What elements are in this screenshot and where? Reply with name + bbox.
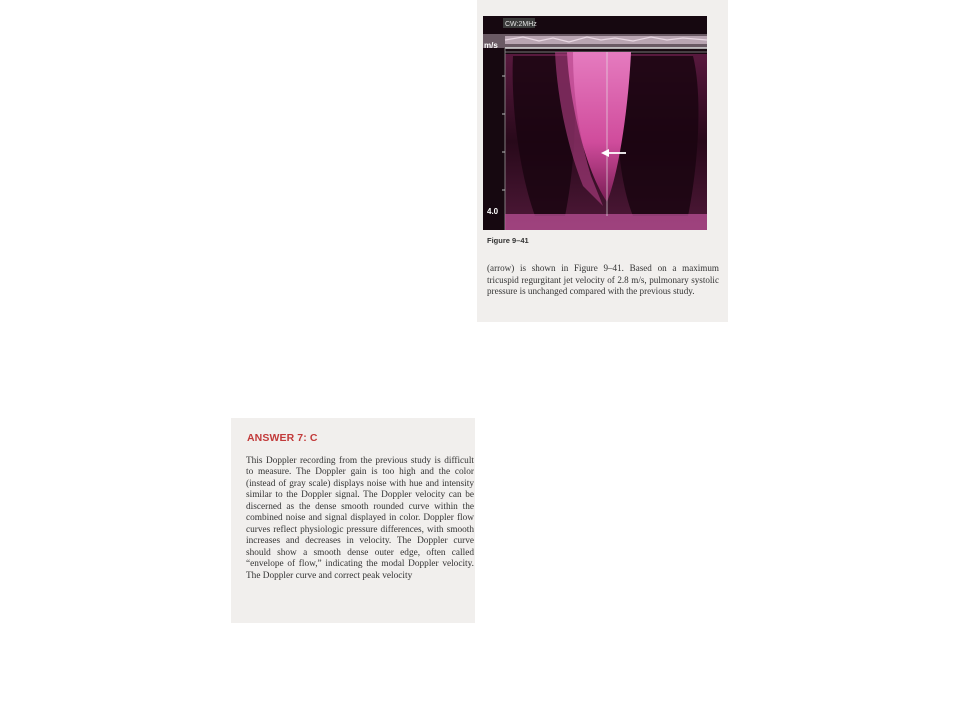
answer-paragraph: This Doppler recording from the previous study is difficult to measure. The Doppler gain is too high and the color (instead of gray scale) displays noise with hue and intensity similar to the Doppler signal. The Doppler velocity can be discerned as the dense smooth rounded curve within the combined noise and signal displayed in color. Doppler flow curves reflect physiologic pressure differences, with smooth increases and decreases in velocity. The Doppler curve should show a smooth dense outer edge, often called “envelope of flow,” indicating the modal Doppler velocity. The Doppler curve and correct peak velocity: [246, 456, 474, 581]
doppler-spectral-image: [483, 16, 707, 230]
figure-body-text: [487, 263, 719, 298]
figure-paragraph: (arrow) is shown in Figure 9–41. Based on a maximum tricuspid regurgitant jet velocity of 2.8 m/s, pulmonary systolic pressure is unchanged compared with the previous study.: [487, 263, 719, 297]
answer-title: ANSWER 7: C: [247, 432, 318, 444]
figure-caption: Figure 9–41: [487, 236, 529, 245]
answer-body-text: [246, 456, 474, 582]
velocity-scale-label: 4.0: [487, 207, 499, 216]
mode-label: CW:2MHz: [505, 21, 537, 28]
velocity-unit-label: m/s: [484, 41, 498, 50]
doppler-spectrum-graphic: [483, 16, 707, 230]
